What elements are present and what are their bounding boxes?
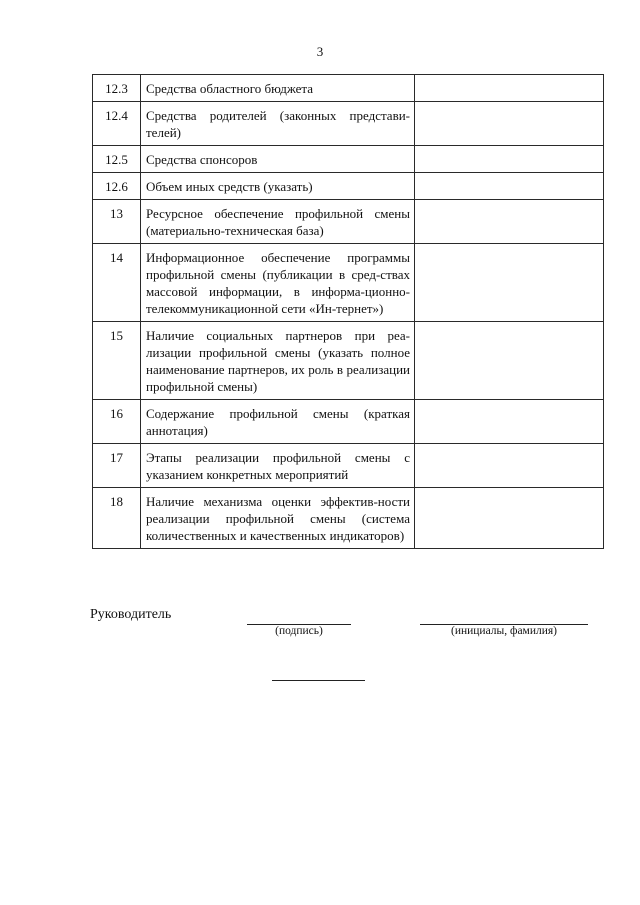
row-value-cell[interactable] [415,173,604,200]
row-number: 12.3 [93,75,141,102]
table-row [93,322,604,400]
row-value-cell[interactable] [415,75,604,102]
table-row [93,400,604,444]
row-value-cell[interactable] [415,444,604,488]
row-description: Этапы реализации профильной смены с указанием конкретных мероприятий [141,444,415,488]
table-row [93,444,604,488]
table-row [93,75,604,102]
row-number: 12.5 [93,146,141,173]
name-caption: (инициалы, фамилия) [450,625,558,637]
table-row [93,173,604,200]
row-value-cell[interactable] [415,322,604,400]
application-form-table [92,74,604,549]
table-row [93,146,604,173]
form-table-body [93,75,604,549]
row-description: Наличие социальных партнеров при реа-лизации профильной смены (указать полное наименование партнеров, их роль в реализации профильной смены) [141,322,415,400]
row-value-cell[interactable] [415,102,604,146]
row-number: 14 [93,244,141,322]
row-description: Средства родителей (законных представи-телей) [141,102,415,146]
table-row [93,488,604,549]
signature-block [90,605,610,655]
row-number: 12.4 [93,102,141,146]
table-row [93,200,604,244]
row-description: Информационное обеспечение программы профильной смены (публикации в сред-ствах массовой информации, в информа-ционно-телекоммуникационной сети «Ин-тернет») [141,244,415,322]
row-description: Ресурсное обеспечение профильной смены (материально-техническая база) [141,200,415,244]
row-description: Средства спонсоров [141,146,415,173]
row-value-cell[interactable] [415,200,604,244]
table-row [93,102,604,146]
row-number: 17 [93,444,141,488]
closing-line [272,680,365,681]
row-number: 16 [93,400,141,444]
row-number: 15 [93,322,141,400]
row-value-cell[interactable] [415,146,604,173]
row-description: Содержание профильной смены (краткая аннотация) [141,400,415,444]
row-value-cell[interactable] [415,488,604,549]
row-description: Объем иных средств (указать) [141,173,415,200]
head-label: Руководитель [90,607,172,622]
table-row [93,244,604,322]
signature-caption: (подпись) [275,625,323,637]
row-number: 12.6 [93,173,141,200]
row-number: 18 [93,488,141,549]
row-number: 13 [93,200,141,244]
row-description: Наличие механизма оценки эффектив-ности реализации профильной смены (система количественных и качественных индикаторов) [141,488,415,549]
page-number: 3 [316,44,324,59]
row-value-cell[interactable] [415,244,604,322]
row-description: Средства областного бюджета [141,75,415,102]
row-value-cell[interactable] [415,400,604,444]
